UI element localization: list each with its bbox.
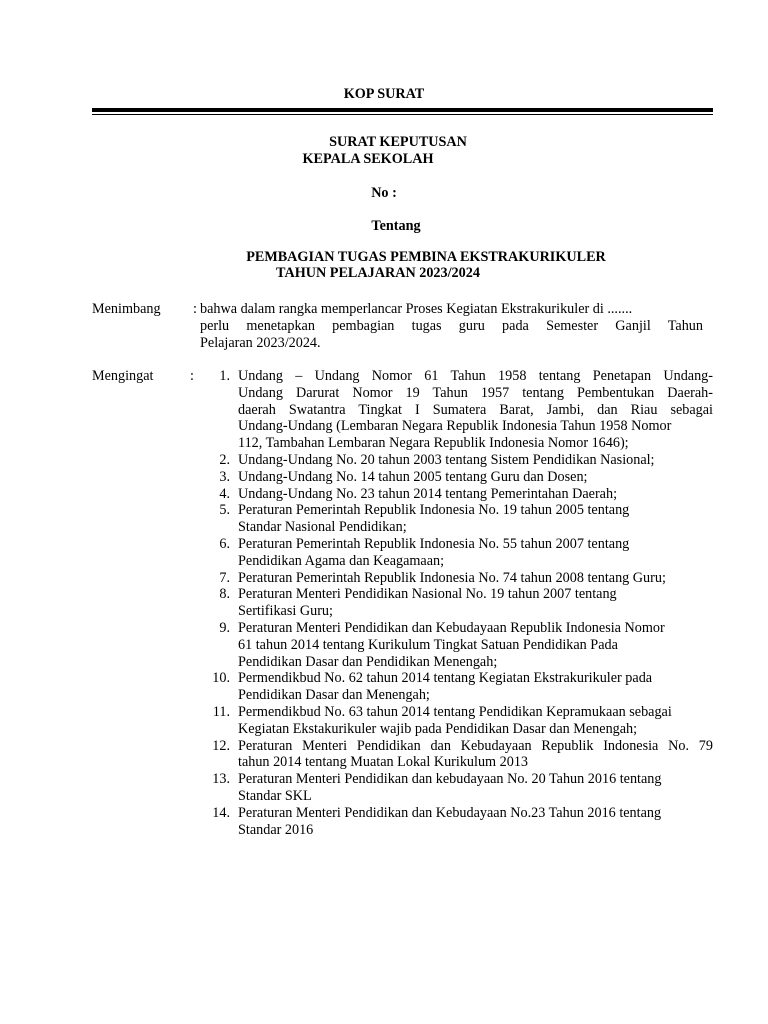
mengingat-label: Mengingat <box>92 368 154 384</box>
list-item-number: 11. <box>212 703 230 720</box>
list-item-text <box>238 452 713 469</box>
list-item-number: 2. <box>219 451 230 468</box>
menimbang-label: Menimbang <box>92 301 161 317</box>
list-item-text <box>238 670 713 704</box>
list-item-text <box>238 620 713 670</box>
list-item-text <box>238 536 713 570</box>
list-item-line: Kegiatan Ekstakurikuler wajib pada Pendidikan Dasar dan Menengah; <box>238 720 638 737</box>
mengingat-colon: : <box>190 368 194 384</box>
list-item-number: 14. <box>212 804 230 821</box>
title-line-2: KEPALA SEKOLAH <box>302 151 434 167</box>
subject-line-1: PEMBAGIAN TUGAS PEMBINA EKSTRAKURIKULER <box>246 249 606 265</box>
subject-line-2: TAHUN PELAJARAN 2023/2024 <box>276 265 480 281</box>
list-item <box>200 771 713 805</box>
list-item-text <box>238 805 713 839</box>
title-line-1: SURAT KEPUTUSAN <box>329 134 467 150</box>
list-item-number: 12. <box>212 737 230 754</box>
list-item <box>200 469 713 486</box>
menimbang-line: Pelajaran 2023/2024. <box>200 335 321 351</box>
list-item-line: Undang-Undang No. 23 tahun 2014 tentang Pemerintahan Daerah; <box>238 485 618 502</box>
mengingat-list <box>200 368 713 838</box>
list-item-number: 8. <box>219 586 230 603</box>
kop-surat-heading: KOP SURAT <box>343 86 425 102</box>
list-item-number: 1. <box>219 368 230 384</box>
list-item-text <box>238 502 713 536</box>
list-item-line: tahun 2014 tentang Muatan Lokal Kurikulum 2013 <box>238 754 529 771</box>
list-item <box>200 452 713 469</box>
list-item-number: 9. <box>219 619 230 636</box>
list-item-line: Peraturan Pemerintah Republik Indonesia No. 74 tahun 2008 tentang Guru; <box>238 569 666 586</box>
list-item-line: Standar Nasional Pendidikan; <box>238 519 407 536</box>
menimbang-line: bahwa dalam rangka memperlancar Proses Kegiatan Ekstrakurikuler di ....... <box>200 301 633 317</box>
list-item <box>200 738 713 772</box>
list-item <box>200 620 713 670</box>
list-item-number: 3. <box>219 468 230 485</box>
list-item-line: Undang Darurat Nomor 19 Tahun 1957 tentang Pembentukan Daerah- <box>238 384 713 401</box>
letterhead-divider-thick <box>92 108 713 112</box>
list-item <box>200 502 713 536</box>
list-item-line: 112, Tambahan Lembaran Negara Republik Indonesia Nomor 1646); <box>238 435 629 452</box>
list-item-line: Permendikbud No. 62 tahun 2014 tentang Kegiatan Ekstrakurikuler pada <box>238 670 653 687</box>
list-item-text <box>238 469 713 486</box>
menimbang-text <box>200 301 703 352</box>
decree-number: No : <box>371 185 397 201</box>
list-item-line: daerah Swatantra Tingkat I Sumatera Barat, Jambi, dan Riau sebagai <box>238 401 713 418</box>
list-item <box>200 670 713 704</box>
list-item-text <box>238 738 713 772</box>
list-item <box>200 368 713 452</box>
list-item-line: Peraturan Menteri Pendidikan Nasional No. 19 tahun 2007 tentang <box>238 586 617 603</box>
list-item-text <box>238 771 713 805</box>
list-item-line: Undang – Undang Nomor 61 Tahun 1958 tentang Penetapan Undang- <box>238 368 713 384</box>
list-item-line: Pendidikan Agama dan Keagamaan; <box>238 552 445 569</box>
list-item <box>200 586 713 620</box>
list-item-line: Peraturan Pemerintah Republik Indonesia No. 55 tahun 2007 tentang <box>238 535 630 552</box>
list-item-number: 4. <box>219 485 230 502</box>
list-item-number: 7. <box>219 569 230 586</box>
list-item <box>200 536 713 570</box>
list-item-line: Peraturan Pemerintah Republik Indonesia No. 19 tahun 2005 tentang <box>238 502 630 519</box>
list-item-line: Peraturan Menteri Pendidikan dan kebudayaan No. 20 Tahun 2016 tentang <box>238 771 662 788</box>
list-item <box>200 704 713 738</box>
list-item-number: 13. <box>212 771 230 788</box>
list-item-text <box>238 586 713 620</box>
list-item-text <box>238 570 713 587</box>
list-item-number: 6. <box>219 535 230 552</box>
menimbang-line: perlu menetapkan pembagian tugas guru pada Semester Ganjil Tahun <box>200 318 703 334</box>
list-item-line: Pendidikan Dasar dan Pendidikan Menengah; <box>238 653 498 670</box>
list-item-line: Undang-Undang No. 20 tahun 2003 tentang Sistem Pendidikan Nasional; <box>238 451 655 468</box>
list-item-line: Sertifikasi Guru; <box>238 603 333 620</box>
list-item-line: 61 tahun 2014 tentang Kurikulum Tingkat Satuan Pendidikan Pada <box>238 636 618 653</box>
list-item-line: Peraturan Menteri Pendidikan dan Kebudayaan No.23 Tahun 2016 tentang <box>238 804 662 821</box>
list-item-text <box>238 486 713 503</box>
list-item-line: Permendikbud No. 63 tahun 2014 tentang Pendidikan Kepramukaan sebagai <box>238 703 672 720</box>
list-item <box>200 486 713 503</box>
list-item-number: 5. <box>219 502 230 519</box>
list-item-line: Standar SKL <box>238 787 312 804</box>
list-item <box>200 805 713 839</box>
tentang-heading: Tentang <box>371 218 421 234</box>
list-item-line: Undang-Undang (Lembaran Negara Republik Indonesia Tahun 1958 Nomor <box>238 418 672 435</box>
list-item-line: Undang-Undang No. 14 tahun 2005 tentang Guru dan Dosen; <box>238 468 588 485</box>
list-item-line: Peraturan Menteri Pendidikan dan Kebudayaan Republik Indonesia Nomor <box>238 619 665 636</box>
letterhead-divider-thin <box>92 114 713 115</box>
list-item-number: 10. <box>212 670 230 687</box>
list-item-line: Pendidikan Dasar dan Menengah; <box>238 687 430 704</box>
list-item <box>200 570 713 587</box>
list-item-line: Standar 2016 <box>238 821 314 838</box>
list-item-line: Peraturan Menteri Pendidikan dan Kebudayaan Republik Indonesia No. 79 <box>238 737 713 754</box>
menimbang-colon: : <box>193 301 197 317</box>
list-item-text <box>238 704 713 738</box>
list-item-text <box>238 368 713 452</box>
